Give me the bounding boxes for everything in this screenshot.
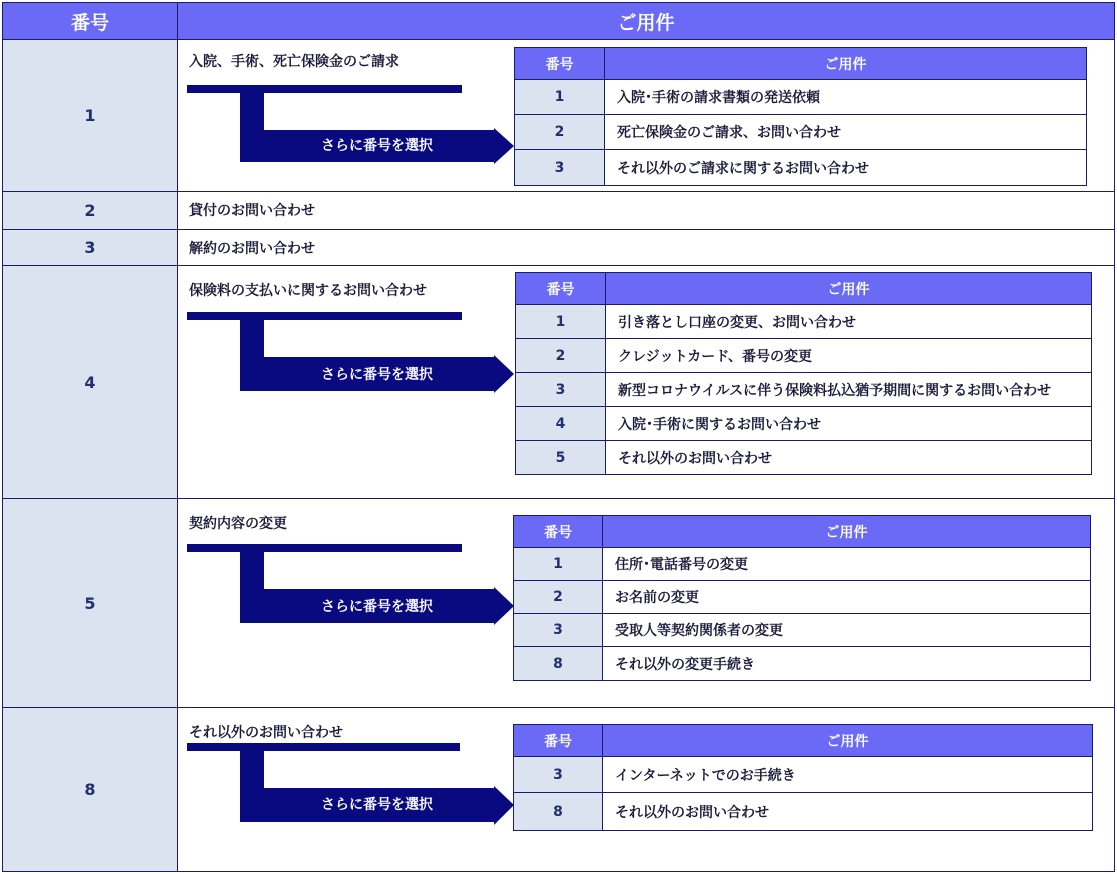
subtable-header-number: 番号 [514, 725, 603, 757]
row-4-number: 4 [2, 265, 178, 499]
item-text: インターネットでのお手続き [603, 757, 1093, 793]
item-number: 1 [514, 548, 603, 581]
row-5-subtable [513, 515, 1091, 681]
row-1-subtable [514, 47, 1087, 186]
subtable-header-content: ご用件 [606, 273, 1092, 305]
table-row [515, 150, 1087, 186]
table-row [514, 757, 1093, 793]
row-2-content [177, 191, 1115, 230]
row-1-subtable-header [515, 48, 1087, 80]
item-text: 死亡保険金のご請求、お問い合わせ [605, 115, 1087, 150]
row-5-arrow-label: さらに番号を選択 [321, 599, 433, 615]
subtable-header-content: ご用件 [603, 516, 1091, 548]
row-1-arrow-label: さらに番号を選択 [321, 138, 433, 154]
table-row [516, 373, 1092, 407]
item-text: 入院･手術の請求書類の発送依頼 [605, 80, 1087, 115]
item-text: 受取人等契約関係者の変更 [603, 614, 1091, 647]
item-text: 住所･電話番号の変更 [603, 548, 1091, 581]
row-8-number: 8 [2, 707, 178, 872]
item-number: 1 [515, 80, 605, 115]
item-number: 8 [514, 647, 603, 681]
item-text: 引き落とし口座の変更、お問い合わせ [606, 305, 1092, 339]
item-number: 3 [515, 150, 605, 186]
item-number: 8 [514, 793, 603, 831]
table-row [516, 305, 1092, 339]
table-row [516, 407, 1092, 441]
row-2-label: 貸付のお問い合わせ [189, 203, 315, 219]
item-text: それ以外のお問い合わせ [606, 441, 1092, 475]
row-4-label: 保険料の支払いに関するお問い合わせ [189, 283, 427, 299]
table-row [516, 339, 1092, 373]
row-8-label: それ以外のお問い合わせ [189, 725, 343, 741]
subtable-header-content: ご用件 [605, 48, 1087, 80]
row-8-arrow-label: さらに番号を選択 [321, 797, 433, 813]
table-row [515, 80, 1087, 115]
item-text: それ以外の変更手続き [603, 647, 1091, 681]
item-text: 新型コロナウイルスに伴う保険料払込猶予期間に関するお問い合わせ [606, 373, 1092, 407]
item-text: それ以外のお問い合わせ [603, 793, 1093, 831]
item-text: クレジットカード、番号の変更 [606, 339, 1092, 373]
table-row [514, 614, 1091, 647]
item-number: 3 [514, 614, 603, 647]
table-row [516, 441, 1092, 475]
item-number: 3 [516, 373, 606, 407]
table-row [515, 115, 1087, 150]
row-2-number: 2 [2, 191, 178, 230]
subtable-header-number: 番号 [516, 273, 606, 305]
item-text: 入院･手術に関するお問い合わせ [606, 407, 1092, 441]
row-5-subtable-header [514, 516, 1091, 548]
row-3-label: 解約のお問い合わせ [189, 241, 315, 257]
item-number: 3 [514, 757, 603, 793]
row-5-number: 5 [2, 498, 178, 708]
item-number: 1 [516, 305, 606, 339]
item-number: 2 [515, 115, 605, 150]
table-row [514, 581, 1091, 614]
subtable-header-number: 番号 [514, 516, 603, 548]
row-4-subtable-header [516, 273, 1092, 305]
row-3-content [177, 229, 1115, 266]
header-content: ご用件 [177, 2, 1115, 40]
subtable-header-content: ご用件 [603, 725, 1093, 757]
table-row [514, 793, 1093, 831]
row-4-arrow-label: さらに番号を選択 [321, 367, 433, 383]
row-1-number: 1 [2, 39, 178, 192]
row-4-subtable [515, 272, 1092, 475]
row-5-label: 契約内容の変更 [189, 516, 287, 532]
item-number: 2 [514, 581, 603, 614]
subtable-header-number: 番号 [515, 48, 605, 80]
item-text: お名前の変更 [603, 581, 1091, 614]
item-text: それ以外のご請求に関するお問い合わせ [605, 150, 1087, 186]
item-number: 2 [516, 339, 606, 373]
row-1-label: 入院、手術、死亡保険金のご請求 [189, 54, 399, 70]
row-3-number: 3 [2, 229, 178, 266]
row-8-subtable [513, 724, 1093, 831]
table-row [514, 548, 1091, 581]
table-row [514, 647, 1091, 681]
item-number: 4 [516, 407, 606, 441]
item-number: 5 [516, 441, 606, 475]
header-number: 番号 [2, 2, 178, 40]
row-8-subtable-header [514, 725, 1093, 757]
